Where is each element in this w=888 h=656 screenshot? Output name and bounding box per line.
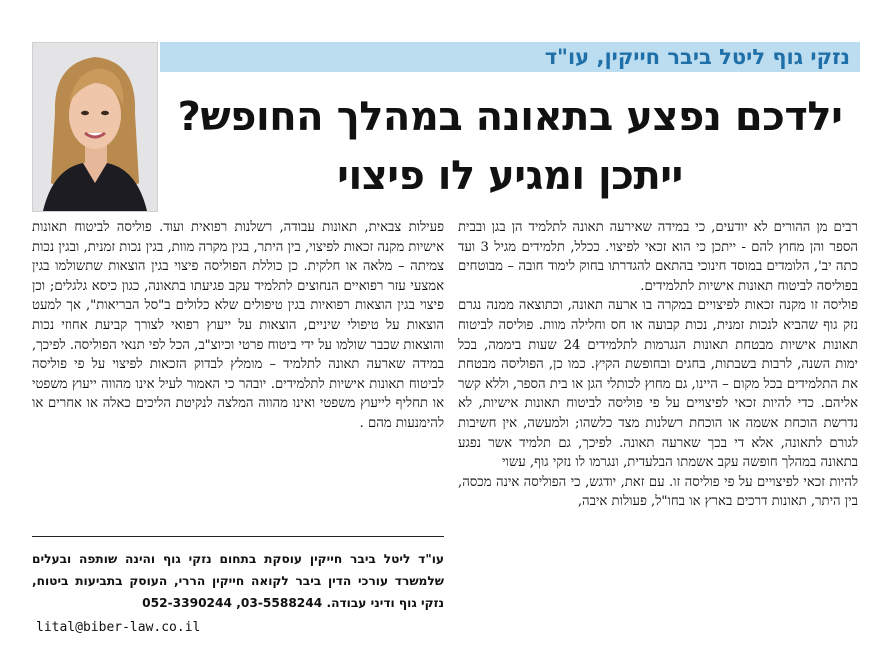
- author-portrait-image: [33, 43, 157, 211]
- band-text: [545, 42, 850, 72]
- author-photo: [32, 42, 158, 212]
- headline-line-2: ייתכן ומגיע לו פיצוי: [337, 153, 683, 199]
- author-email: lital@biber-law.co.il: [36, 620, 201, 635]
- columnist-band: [160, 42, 860, 72]
- paragraph: רבים מן ההורים לא יודעים, כי במידה שאירעה תאונה לתלמיד הן בגן ובבית הספר והן מחוץ להם - ייתכן כי הוא זכאי לפיצוי. ככלל, תלמידים מגיל 3 ועד כתה יב', הלומדים במוסד חינוכי בהתאם להגדרתו בחוק לימוד חובה – מבוטחים בפוליסה לביטוח תאונות אישיות לתלמידים.: [458, 220, 858, 294]
- author-bio: עו"ד ליטל ביבר חייקין עוסקת בתחום נזקי גוף והינה שותפה ובעלים שלמשרד עורכי הדין ביבר לקואה חייקין הררי, העוסק בתביעות ביטוח, נזקי גוף ודיני עבודה. 03-5588244, 052-3390244: [32, 552, 444, 610]
- paragraph: להיות זכאי לפיצויים על פי פוליסה זו. עם זאת, יודגש, כי הפוליסה אינה מכסה, בין היתר, תאונות דרכים בארץ או בחו"ל, פעולות איבה,: [458, 474, 858, 510]
- paragraph: פעילות צבאית, תאונות עבודה, רשלנות רפואית ועוד. פוליסה לביטוח תאונות אישיות מקנה זכאות לפיצוי, בין היתר, בגין מקרה מוות, בגין נכות זמנית, ובגין נכות צמיתה – מלאה או חלקית. כן כוללת הפוליסה פיצוי בגין הוצאות שתשולמו בגין אמצעי עזר רפואיים הנחוצים לתלמיד עקב פגיעתו בתאונה, כגון כיסא גלגלים; וכן פיצוי בגין הוצאות רפואיות בגין טיפולים שלא כלולים ב"סל הבריאות", אך למעט הוצאות על טיפולי שיניים, הוצאות על ייעוץ רפואי לצורך קביעת אחוזי נכות והוצאות שכבר שולמו על ידי ביטוח פרטי וכיוצ"ב, הכל לפי תנאי הפוליסה. לפיכך, במידה שארעה תאונה לתלמיד – מומלץ לבדוק הזכאות לפיצוי על פי פוליסה לביטוח תאונות אישיות לתלמידים. יובהר כי האמור לעיל אינו מהווה ייעוץ משפטי או תחליף לייעוץ משפטי ואינו מהווה המלצה לנקיטת הליכים כאלה או אחרים או להימנעות מהם .: [32, 220, 444, 431]
- divider: [32, 536, 444, 537]
- author-name: ליטל ביבר חייקין, עו"ד: [544, 45, 766, 69]
- article-column-right: [458, 218, 858, 512]
- column-label: נזקי גוף: [772, 45, 850, 69]
- paragraph: פוליסה זו מקנה זכאות לפיצויים במקרה בו ארעה תאונה, וכתוצאה ממנה נגרם נזק גוף שהביא לנכות זמנית, נכות קבועה או חס וחלילה מוות. פוליסה לביטוח תאונות אישיות מבטחת תאונות הנגרמות לתלמידים 24 שעות ביממה, בכל ימות השנה, לרבות בשבתות, בחגים ובחופשת הקיץ. כמו כן, הפוליסה מבטחת את התלמידים בכל מקום – היינו, גם מחוץ לכותלי הגן או בית הספר, וללא קשר אליהם. כדי להיות זכאי לפיצויים על פי פוליסה לביטוח תאונות אישיות, לא נדרשת הוכחת אשמה או הוכחת רשלנות מצד כלשהו; ולמעשה, אין חשיבות לגורם לתאונה, אלא די בכך שארעה תאונה. לפיכך, גם תלמיד אשר נפגע בתאונה במהלך חופשה עקב אשמתו הבלעדית, ונגרמו לו נזקי גוף, עשוי: [458, 298, 858, 471]
- article-column-left: [32, 218, 444, 434]
- headline-line-1: ילדכם נפצע בתאונה במהלך החופש?: [177, 94, 843, 140]
